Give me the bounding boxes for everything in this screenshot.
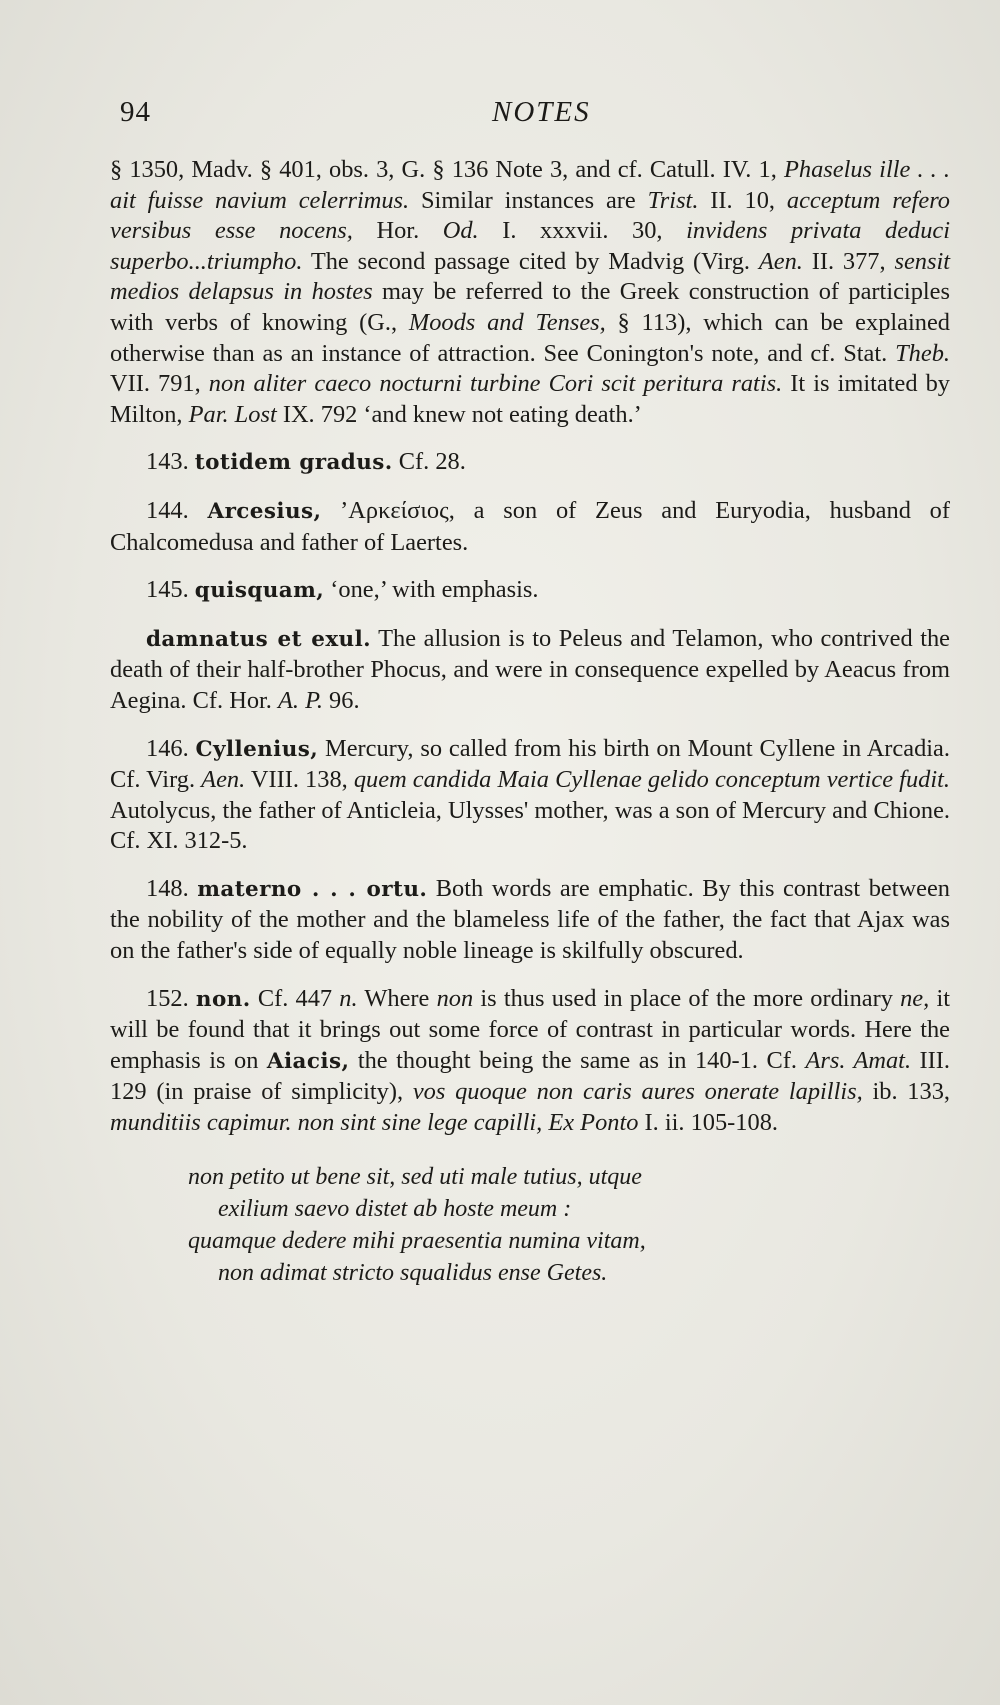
- verse-line: non petito ut bene sit, sed uti male tutius, utque: [188, 1163, 642, 1190]
- running-head: NOTES: [492, 96, 591, 128]
- verse-line: quamque dedere mihi praesentia numina vitam,: [188, 1227, 646, 1254]
- lemma: damnatus et exul.: [146, 626, 372, 652]
- verse-quotation: [188, 1161, 950, 1289]
- lemma: materno . . . ortu.: [197, 876, 428, 902]
- note-continuation: § 1350, Madv. § 401, obs. 3, G. § 136 Note 3, and cf. Catull. IV. 1, Phaselus ille . . . ait fuisse navium celerrimus. Similar instances are Trist. II. 10, acceptum refero versibus esse nocens, Hor. Od. I. xxxvii. 30, invidens privata deduci superbo...triumpho. The second passage cited by Madvig (Virg. Aen. II. 377, sensit medios delapsus in hostes may be referred to the Greek construction of participles with verbs of knowing (G., Moods and Tenses, § 113), which can be explained otherwise than as an instance of attraction. See Conington's note, and cf. Stat. Theb. VII. 791, non aliter caeco nocturni turbine Cori scit peritura ratis. It is imitated by Milton, Par. Lost IX. 792 ‘and knew not eating death.’: [110, 156, 951, 428]
- note-148: 148. materno . . . ortu. Both words are emphatic. By this contrast between the nobility of the mother and the blameless life of the father, the fact that Ajax was on the father's side of equally noble lineage is skilfully obscured.: [110, 874, 950, 965]
- lemma: Cyllenius,: [195, 736, 319, 762]
- note-145-damnatus: damnatus et exul. The allusion is to Peleus and Telamon, who contrived the death of their half-brother Phocus, and were in consequence expelled by Aeacus from Aegina. Cf. Hor. A. P. 96.: [110, 624, 950, 714]
- verse-line: exilium saevo distet ab hoste meum :: [218, 1195, 572, 1222]
- lemma: non.: [195, 986, 251, 1012]
- note-144: 144. Arcesius, ’Αρκείσιος, a son of Zeus and Euryodia, husband of Chalcomedusa and father of Laertes.: [110, 496, 951, 556]
- note-152: 152. non. Cf. 447 n. Where non is thus used in place of the more ordinary ne, it will be found that it brings out some force of contrast in particular words. Here the emphasis is on Aiacis, the thought being the same as in 140-1. Cf. Ars. Amat. III. 129 (in praise of simplicity), vos quoque non caris aures onerate lapillis, ib. 133, munditiis capimur. non sint sine lege capilli, Ex Ponto I. ii. 105-108.: [110, 984, 950, 1137]
- note-146: 146. Cyllenius, Mercury, so called from his birth on Mount Cyllene in Arcadia. Cf. Virg. Aen. VIII. 138, quem candida Maia Cyllenae gelido conceptum vertice fudit. Autolycus, the father of Anticleia, Ulysses' mother, was a son of Mercury and Chione. Cf. XI. 312-5.: [110, 734, 950, 855]
- page-number: 94: [120, 96, 151, 128]
- verse-line: non adimat stricto squalidus ense Getes.: [218, 1259, 608, 1286]
- page-header: [120, 96, 880, 140]
- lemma: totidem gradus.: [194, 450, 393, 476]
- lemma: quisquam,: [194, 578, 325, 604]
- lemma: Arcesius,: [207, 498, 322, 524]
- notes-body: [110, 155, 950, 1289]
- note-145: 145. quisquam, ‘one,’ with emphasis.: [146, 576, 539, 604]
- note-143: 143. totidem gradus. Cf. 28.: [146, 448, 466, 476]
